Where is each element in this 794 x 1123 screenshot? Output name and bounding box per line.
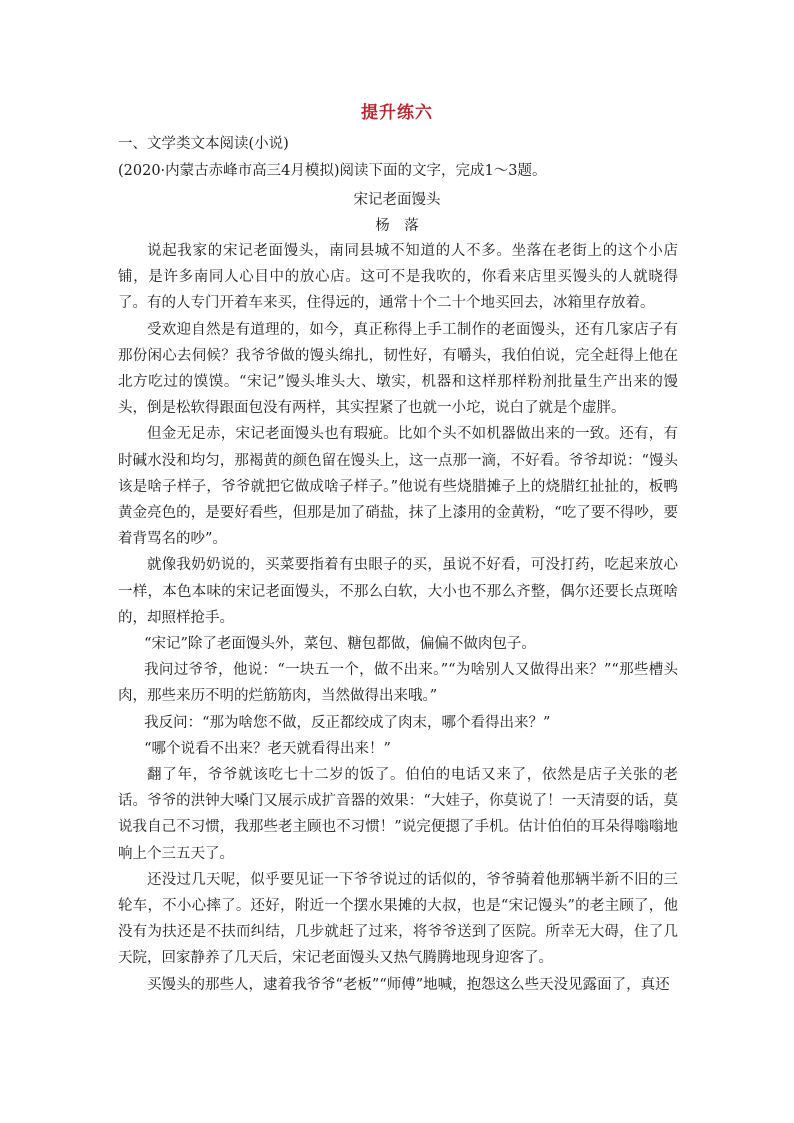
paragraph: “宋记”除了老面馒头外，菜包、糖包都做，偏偏不做肉包子。: [144, 636, 536, 653]
paragraph: 买馒头的那些人，逮着我爷爷“老板”“师傅”地喊，抱怨这么些天没见露面了，真还: [147, 976, 670, 993]
paragraph: 但金无足赤，宋记老面馒头也有瑕疵。比如个头不如机器做出来的一致。还有，有时碱水没和均匀，那褐黄的颜色留在馒头上，这一点那一滴，不好看。爷爷却说：“馒头该是啥子样子，爷爷就把它做成啥子样子。”他说有些烧腊摊子上的烧腊红扯扯的，板鸭黄金亮色的，是要好看些，但那是加了硝盐，抹了上漆用的金黄粉，“吃了要不得吵，要着背骂名的吵”。: [118, 426, 678, 548]
story-author: 杨 落: [375, 218, 419, 234]
story-title: 宋记老面馒头: [353, 192, 441, 208]
paragraph: 受欢迎自然是有道理的，如今，真正称得上手工制作的老面馒头，还有几家店子有那份闲心去伺候？我爷爷做的馒头绵扎，韧性好，有嚼头，我伯伯说，完全赶得上他在北方吃过的馍馍。“宋记”馒头堆头大、墩实，机器和这样那样粉剂批量生产出来的馒头，倒是松软得跟面包没有两样，其实捏紧了也就一小坨，说白了就是个虚胖。: [118, 321, 678, 417]
page-title: 提升练六: [361, 103, 433, 123]
story-body: [118, 238, 678, 998]
paragraph: 就像我奶奶说的，买菜要指着有虫眼子的买，虽说不好看，可没打药，吃起来放心一样，本色本味的宋记老面馒头，不那么白软，大小也不那么齐整，偶尔还要长点斑啥的，却照样抢手。: [118, 557, 678, 626]
paragraph: 还没过几天呢，似乎要见证一下爷爷说过的话似的，爷爷骑着他那辆半新不旧的三轮车，不小心摔了。还好，附近一个摆水果摊的大叔，也是“宋记馒头”的老主顾了，他没有为扶还是不扶而纠结，几步就赶了过来，将爷爷送到了医院。所幸无大碍，住了几天院，回家静养了几天后，宋记老面馒头又热气腾腾地现身迎客了。: [118, 871, 678, 967]
paragraph: 我问过爷爷，他说：“一块五一个，做不出来。”“为啥别人又做得出来？”“那些槽头肉，那些来历不明的烂筋筋肉，当然做得出来哦。”: [118, 662, 678, 705]
section-heading: 一、文学类文本阅读(小说): [118, 136, 289, 152]
paragraph: “哪个说看不出来？老天就看得出来！”: [144, 740, 391, 757]
paragraph: 说起我家的宋记老面馒头，南同县城不知道的人不多。坐落在老街上的这个小店铺，是许多南同人心目中的放心店。这可不是我吹的，你看来店里买馒头的人就晓得了。有的人专门开着车来买，住得远的，通常十个二十个地买回去，冰箱里存放着。: [118, 243, 678, 312]
question-instruction: (2020·内蒙古赤峰市高三4月模拟)阅读下面的文字，完成1～3题。: [118, 163, 547, 179]
paragraph: 翻了年，爷爷就该吃七十二岁的饭了。伯伯的电话又来了，依然是店子关张的老话。爷爷的洪钟大嗓门又展示成扩音器的效果：“大娃子，你莫说了！一天清耍的话，莫说我自己不习惯，我那些老主顾也不习惯！”说完便摁了手机。估计伯伯的耳朵得嗡嗡地响上个三五天了。: [118, 767, 678, 862]
paragraph: 我反问：“那为啥您不做，反正都绞成了肉末，哪个看得出来？”: [144, 714, 551, 731]
